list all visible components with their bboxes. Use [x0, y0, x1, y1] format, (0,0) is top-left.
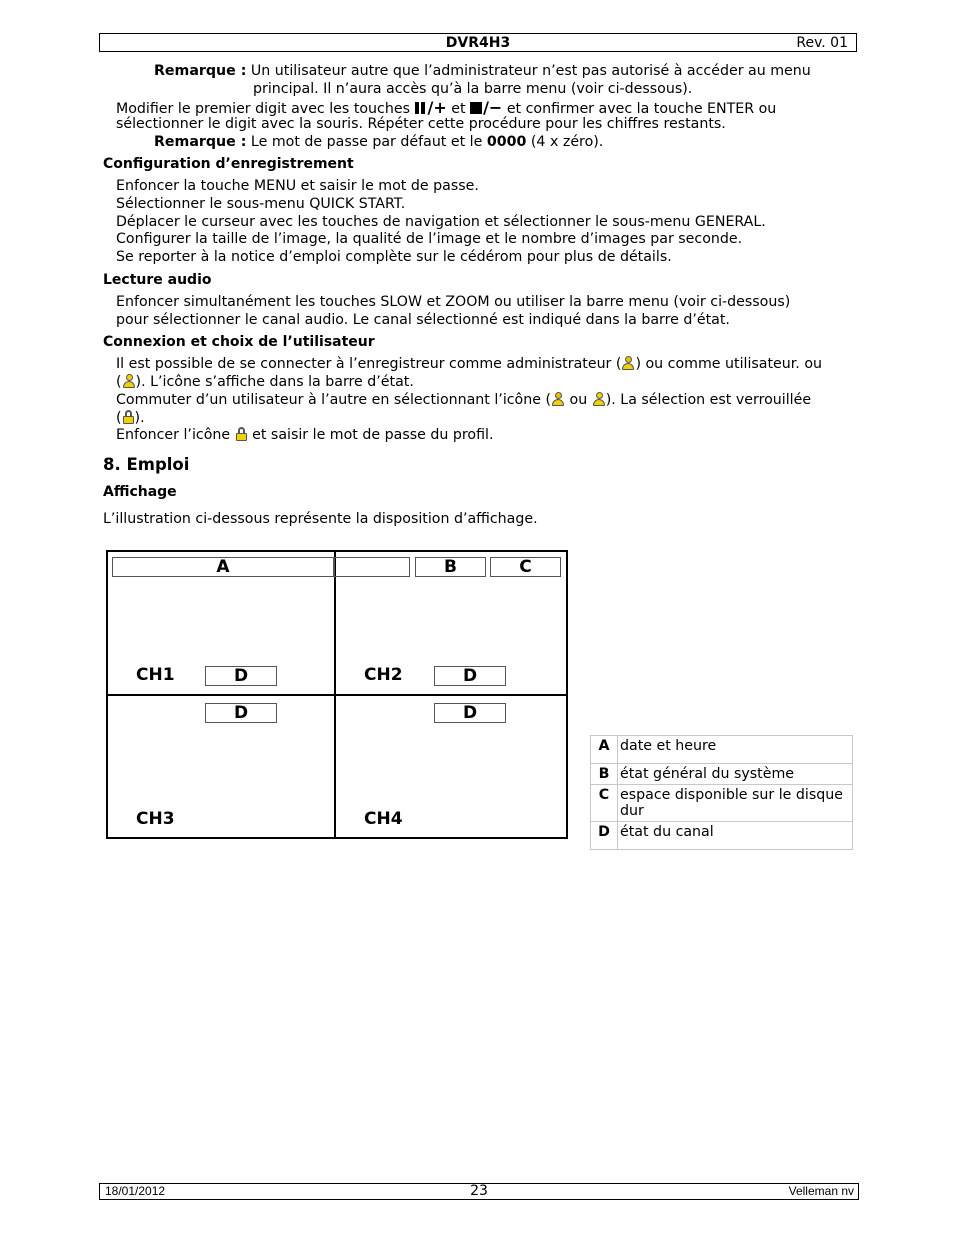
config-line-5: Se reporter à la notice d’emploi complète sur le cédérom pour plus de détails.	[116, 249, 672, 265]
user-line-3-c: ). La sélection est verrouillée	[605, 392, 812, 408]
modify-line-2: sélectionner le digit avec la souris. Répéter cette procédure pour les chiffres restants.	[116, 116, 726, 132]
page-footer	[99, 1183, 859, 1200]
config-line-1: Enfoncer la touche MENU et saisir le mot de passe.	[116, 178, 479, 194]
modify-text-a: Modifier le premier digit avec les touches	[116, 101, 410, 117]
label-b-box: B	[415, 557, 486, 577]
ch2-label: CH2	[364, 665, 403, 685]
user-line-2	[116, 374, 414, 390]
admin-user-icon	[551, 392, 565, 406]
remark-2	[154, 134, 603, 150]
user-line-3-a: Commuter d’un utilisateur à l’autre en sélectionnant l’icône (	[116, 392, 552, 408]
remark-2-label: Remarque :	[154, 134, 247, 150]
user-line-2-b: ). L’icône s’affiche dans la barre d’état.	[135, 374, 414, 390]
lock-icon	[122, 410, 135, 424]
ch3-status-box: D	[205, 703, 277, 723]
legend-key: D	[591, 822, 618, 850]
user-line-4	[116, 410, 145, 426]
label-c-box: C	[490, 557, 561, 577]
config-heading: Configuration d’enregistrement	[103, 156, 354, 172]
remark-1	[154, 63, 811, 79]
minus-key-label: /−	[483, 98, 503, 117]
config-line-4: Configurer la taille de l’image, la qualité de l’image et le nombre d’images par seconde.	[116, 231, 743, 247]
section-emploi-heading: 8. Emploi	[103, 455, 190, 474]
footer-company: Velleman nv	[788, 1184, 854, 1198]
user-line-4-a: (	[116, 410, 122, 426]
user-line-5	[116, 427, 493, 443]
remark-1-label: Remarque :	[154, 63, 247, 79]
legend-text: état général du système	[618, 764, 853, 785]
user-line-4-b: ).	[134, 410, 145, 426]
ch1-status-box: D	[205, 666, 277, 686]
user-heading: Connexion et choix de l’utilisateur	[103, 334, 375, 350]
diagram-horizontal-divider	[108, 694, 566, 696]
admin-user-icon	[621, 356, 635, 370]
user-line-1	[116, 356, 822, 372]
ch4-label: CH4	[364, 809, 403, 829]
legend-table	[590, 735, 853, 850]
stop-key-icon	[470, 102, 482, 114]
ch4-status-box: D	[434, 703, 506, 723]
ch3-label: CH3	[136, 809, 175, 829]
user-line-5-a: Enfoncer l’icône	[116, 427, 231, 443]
page-header	[99, 33, 857, 52]
remark-1-line-2: principal. Il n’aura accès qu’à la barre menu (voir ci-dessous).	[253, 81, 693, 97]
legend-row	[591, 785, 853, 822]
audio-line-1: Enfoncer simultanément les touches SLOW et ZOOM ou utiliser la barre menu (voir ci-dessous)	[116, 294, 791, 310]
user-line-3	[116, 392, 811, 408]
modify-text-et: et	[451, 101, 466, 117]
legend-row	[591, 822, 853, 850]
remark-2-text-b: (4 x zéro).	[530, 134, 604, 150]
remark-1-text: Un utilisateur autre que l’administrateur n’est pas autorisé à accéder au menu	[250, 63, 811, 79]
user-line-2-a: (	[116, 374, 122, 390]
label-a-box: A	[112, 557, 334, 577]
legend-text: état du canal	[618, 822, 853, 850]
legend-text: espace disponible sur le disque dur	[618, 785, 853, 822]
pause-key-icon	[414, 102, 427, 114]
ch1-label: CH1	[136, 665, 175, 685]
header-title: DVR4H3	[445, 35, 511, 51]
config-line-2: Sélectionner le sous-menu QUICK START.	[116, 196, 406, 212]
legend-text: date et heure	[618, 736, 853, 764]
audio-line-2: pour sélectionner le canal audio. Le canal sélectionné est indiqué dans la barre d’état.	[116, 312, 730, 328]
config-line-3: Déplacer le curseur avec les touches de navigation et sélectionner le sous-menu GENERAL.	[116, 214, 766, 230]
user-line-3-b: ou	[569, 392, 588, 408]
audio-heading: Lecture audio	[103, 272, 212, 288]
footer-date: 18/01/2012	[105, 1184, 166, 1198]
user-icon	[122, 374, 136, 388]
display-layout-diagram	[106, 550, 568, 839]
lock-icon	[235, 427, 248, 441]
user-icon	[592, 392, 606, 406]
legend-row	[591, 764, 853, 785]
legend-key: A	[591, 736, 618, 764]
footer-page-number: 23	[470, 1183, 488, 1199]
remark-2-text-a: Le mot de passe par défaut et le	[250, 134, 483, 150]
legend-row	[591, 736, 853, 764]
legend-key: B	[591, 764, 618, 785]
affichage-text: L’illustration ci-dessous représente la disposition d’affichage.	[103, 511, 538, 527]
user-line-5-b: et saisir le mot de passe du profil.	[252, 427, 494, 443]
legend-key: C	[591, 785, 618, 822]
user-line-1-b: ) ou comme utilisateur. ou	[635, 356, 822, 372]
user-line-1-a: Il est possible de se connecter à l’enregistreur comme administrateur (	[116, 356, 622, 372]
affichage-heading: Affichage	[103, 484, 177, 500]
plus-key-label: /+	[427, 98, 447, 117]
label-a-box-extension	[334, 557, 410, 577]
default-password: 0000	[486, 134, 527, 150]
ch2-status-box: D	[434, 666, 506, 686]
modify-line-1	[116, 98, 776, 117]
header-revision: Rev. 01	[796, 35, 848, 51]
modify-text-b: et confirmer avec la touche ENTER ou	[506, 101, 777, 117]
